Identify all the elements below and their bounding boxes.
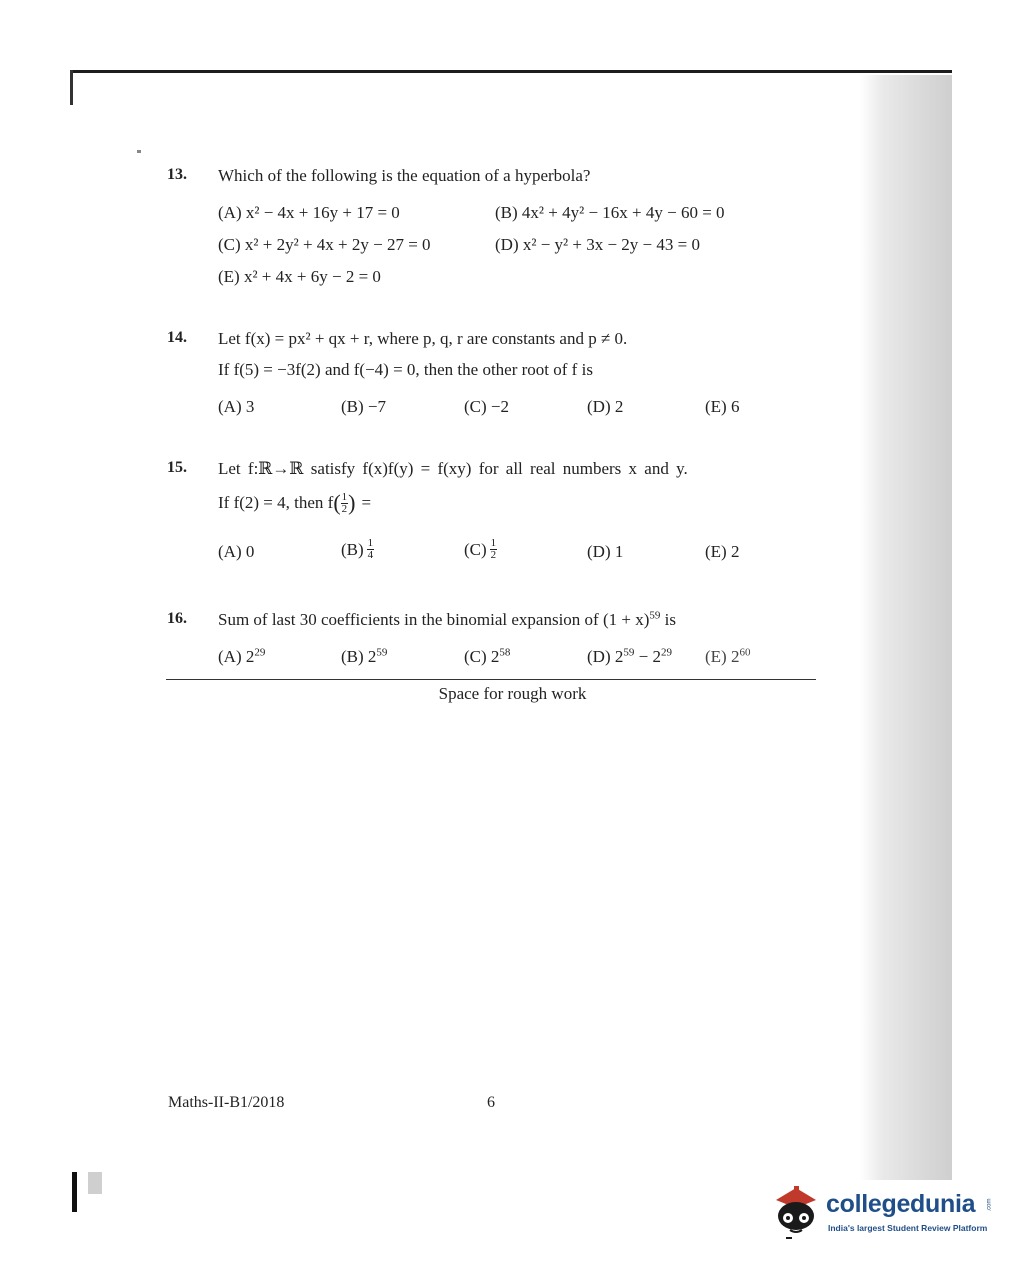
option-text: − 2 [634,647,661,666]
scan-mark [88,1172,102,1194]
question-stem-line1: Let f:ℝ→ℝ satisfy f(x)f(y) = f(xy) for all real numbers x and y. [218,459,688,478]
option-a [218,647,265,667]
scan-shadow [860,75,952,1180]
numerator: 1 [367,537,374,549]
option-text: (A) 2 [218,647,255,666]
option-b [341,538,374,561]
exponent: 59 [623,646,635,659]
option-label: (B) [341,539,364,559]
exponent: 59 [376,646,388,659]
question-stem-line2 [218,490,371,516]
option-label: (C) [464,539,487,559]
option-c [464,538,497,561]
exponent: 59 [649,609,661,622]
mascot-icon [768,1182,824,1242]
option-text: (C) 2 [464,647,500,666]
numerator: 1 [490,537,497,549]
close-paren: ) [348,490,356,515]
option-text: (D) 2 [587,647,624,666]
paper-code: Maths-II-B1/2018 [168,1094,285,1111]
brand-name: collegedunia [826,1190,976,1218]
denominator: 4 [367,549,374,561]
divider-line [166,679,816,680]
option-e: (E) 6 [705,397,740,416]
option-e: (E) x² + 4x + 6y − 2 = 0 [218,267,381,286]
scan-mark [72,1172,77,1212]
exponent: 29 [660,646,672,659]
option-d: (D) x² − y² + 3x − 2y − 43 = 0 [495,235,700,254]
option-b: (B) 4x² + 4y² − 16x + 4y − 60 = 0 [495,203,725,222]
open-paren: ( [333,490,341,515]
question-stem-line2: If f(5) = −3f(2) and f(−4) = 0, then the other root of f is [218,360,593,379]
fraction-one-half [341,492,349,515]
numerator: 1 [341,490,348,503]
option-c [464,647,510,667]
question-number: 13. [167,166,187,183]
option-c: (C) −2 [464,397,509,416]
option-text: (E) 2 [705,647,740,666]
scan-dot [137,150,141,153]
question-stem [218,610,676,630]
brand-tagline: India's largest Student Review Platform [828,1223,988,1233]
scan-edge-left [70,70,73,105]
stem-text: Sum of last 30 coefficients in the binomial expansion of (1 + x) [218,610,650,629]
page-number: 6 [487,1094,495,1111]
option-d: (D) 1 [587,542,624,561]
question-number: 15. [167,459,187,476]
option-d: (D) 2 [587,397,624,416]
option-a: (A) x² − 4x + 16y + 17 = 0 [218,203,400,222]
scan-edge-top [70,70,952,73]
fraction-one-half [490,538,498,561]
stem-suffix: is [660,610,676,629]
option-b: (B) −7 [341,397,386,416]
question-stem: Which of the following is the equation of a hyperbola? [218,166,591,185]
option-d [587,647,672,667]
exponent: 58 [499,646,511,659]
option-e: (E) 2 [705,542,740,561]
rough-work-label: Space for rough work [438,684,587,703]
question-number: 16. [167,610,187,627]
option-text: (B) 2 [341,647,377,666]
brand-com: .com [986,1198,993,1212]
exponent: 60 [739,646,751,659]
option-c: (C) x² + 2y² + 4x + 2y − 27 = 0 [218,235,431,254]
question-stem-line1: Let f(x) = px² + qx + r, where p, q, r are constants and p ≠ 0. [218,329,628,348]
fraction-one-quarter [367,538,375,561]
collegedunia-watermark [768,1182,993,1242]
option-e [705,647,750,667]
option-b [341,647,387,667]
equals-sign: = [361,493,372,512]
option-a: (A) 0 [218,542,255,561]
option-a: (A) 3 [218,397,255,416]
exponent: 29 [254,646,266,659]
denominator: 2 [341,502,348,515]
stem-prefix: If f(2) = 4, then f [218,493,334,512]
question-number: 14. [167,329,187,346]
denominator: 2 [490,549,497,561]
